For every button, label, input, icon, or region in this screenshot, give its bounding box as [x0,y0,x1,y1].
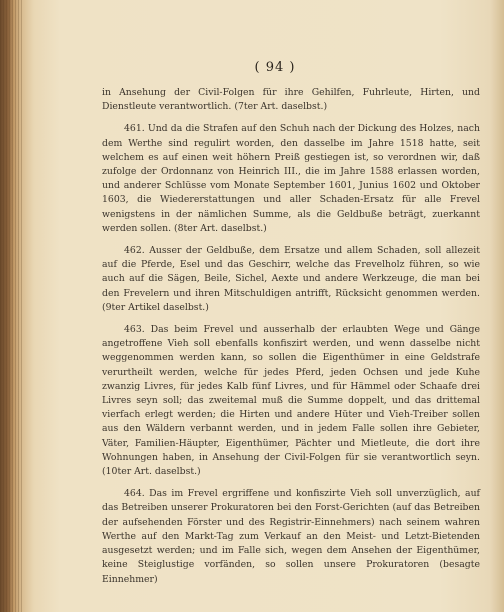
paragraph-461: 461. Und da die Strafen auf den Schuh nach der Dickung des Holzes, nach dem Werthe sind regulirt worden, den dasselbe im Jahre 1518 hatte, seit welchem es auf einen weit höhern Preiß gestiegen ist, so verordnen wir, daß zufolge der Ordonnanz von Heinrich III., die im Jahre 1588 erlassen worden, und anderer Schlüsse vom Monate September 1601, Junius 1602 und Oktober 1603, die Wiedererstattungen und aller Schaden-Ersatz für alle Frevel wenigstens in der nämlichen Summe, als die Geldbuße beträgt, zuerkannt werden sollen. (8ter Art. daselbst.) [102,123,480,234]
page [60,12,490,602]
body-text [102,86,480,595]
paragraph-463: 463. Das beim Frevel und ausserhalb der erlaubten Wege und Gänge angetroffene Vieh soll ebenfalls konfiszirt werden, und wenn dasselbe nicht weggenommen werden kann, so sollen die Eigenthümer in eine Geldstrafe verurtheilt werden, welche für jedes Pferd, jeden Ochsen und jede Kuhe zwanzig Livres, für jedes Kalb fünf Livres, und für Hämmel oder Schaafe drei Livres seyn soll; das zweitemal muß die Summe doppelt, und das drittemal vierfach erlegt werden; die Hirten und andere Hüter und Vieh-Treiber sollen aus den Wäldern verbannt werden, und in jedem Falle sollen ihre Gebieter, Väter, Familien-Häupter, Eigenthümer, Pächter und Mietleute, die dort ihre Wohnungen haben, in Ansehung der Civil-Folgen für sie verantwortlich seyn. (10ter Art. daselbst.) [102,324,480,478]
paragraph-464: 464. Das im Frevel ergriffene und konfiszirte Vieh soll unverzüglich, auf das Betreiben unserer Prokuratoren bei den Forst-Gerichten (auf das Betreiben der aufsehenden Förster und des Registrir-Einnehmers) nach seinem wahren Werthe auf den Markt-Tag zum Verkauf an den Meist- und Letzt-Bietenden ausgesetzt werden; und im Falle sich, wegen dem Ansehen der Eigenthümer, keine Steiglustige vorfänden, so sollen unsere Prokuratoren (besagte Einnehmer) [102,488,480,585]
page-number: ( 94 ) [254,60,296,75]
paragraph-continuation: in Ansehung der Civil-Folgen für ihre Gehilfen, Fuhrleute, Hirten, und Dienstleute verantwortlich. (7ter Art. daselbst.) [102,87,480,113]
book-spine [0,0,24,612]
paragraph-462: 462. Ausser der Geldbuße, dem Ersatze und allem Schaden, soll allezeit auf die Pferde, Esel und das Geschirr, welche das Frevelholz führen, so wie auch auf die Sägen, Beile, Sichel, Aexte und andere Werkzeuge, die man bei den Frevelern und ihren Mitschuldigen antrifft, Rücksicht genommen werden. (9ter Artikel daselbst.) [102,245,480,313]
